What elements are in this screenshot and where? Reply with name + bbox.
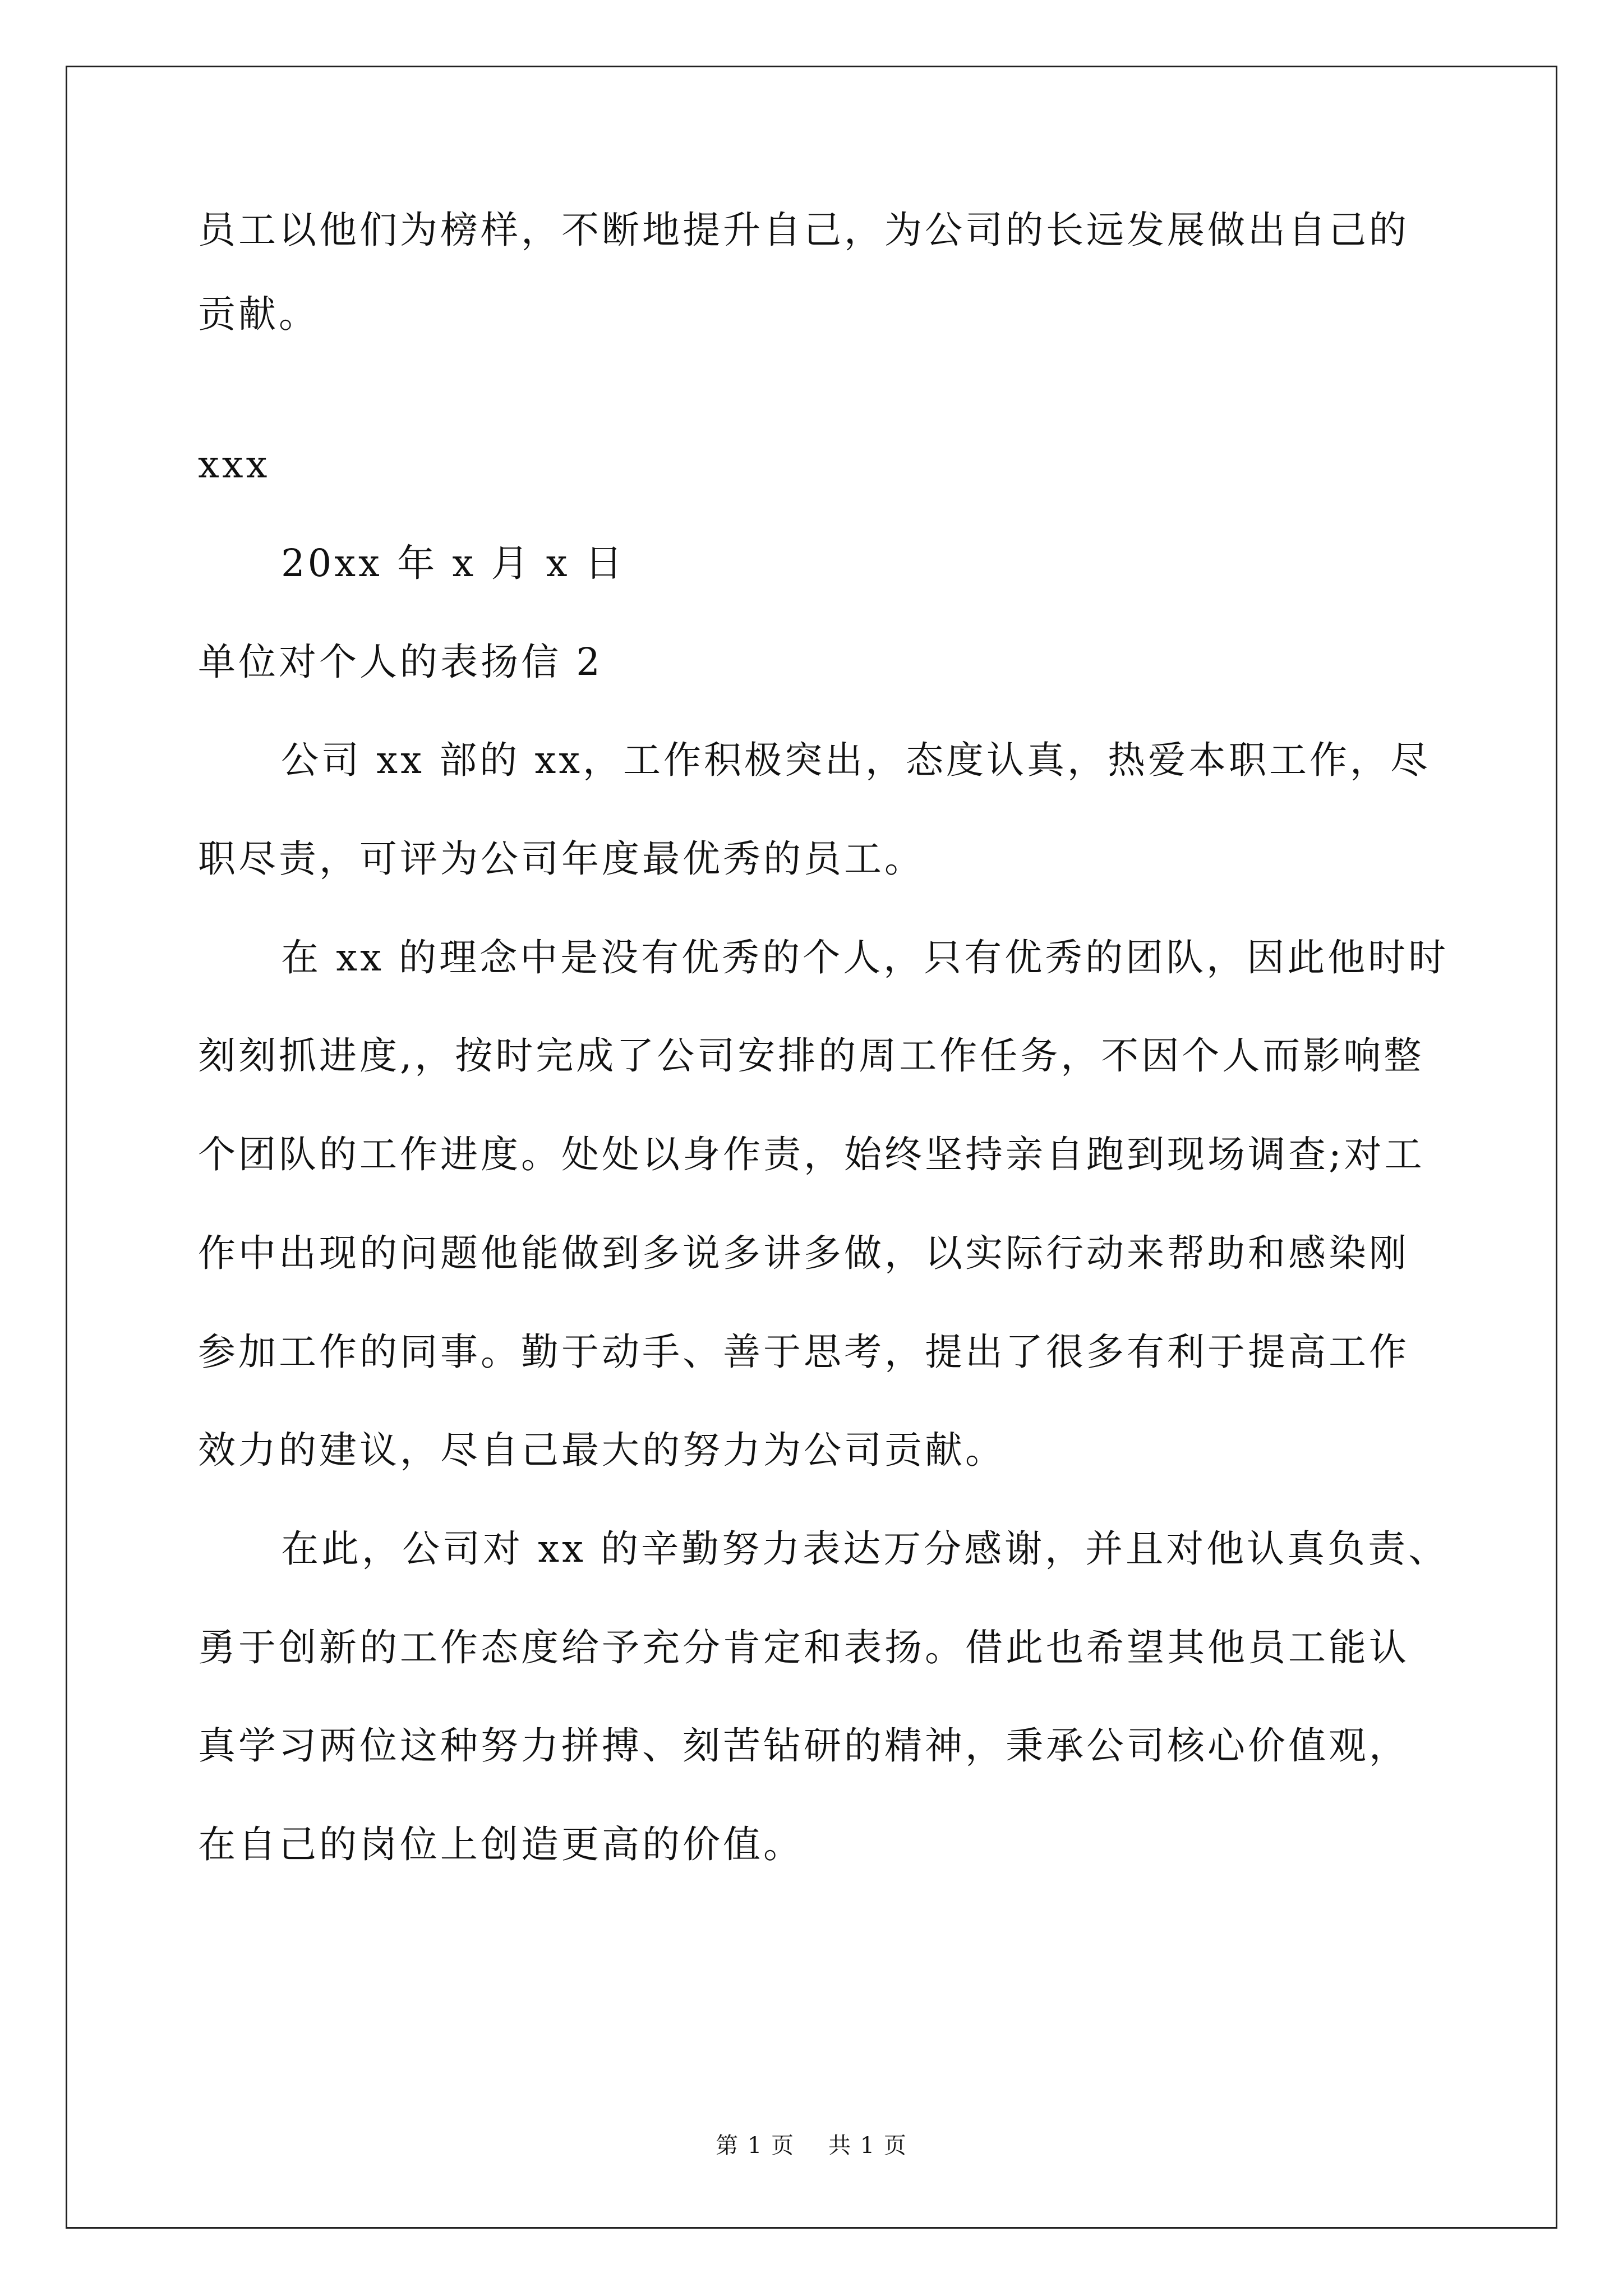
paragraph-line: 参加工作的同事。勤于动手、善于思考，提出了很多有利于提高工作 [198, 1330, 1409, 1374]
paragraph-line: 效力的建议，尽自己最大的努力为公司贡献。 [198, 1428, 1006, 1472]
paragraph-line: 在 xx 的理念中是没有优秀的个人，只有优秀的团队，因此他时时 [281, 936, 1449, 979]
paragraph-line: 勇于创新的工作态度给予充分肯定和表扬。借此也希望其他员工能认 [198, 1626, 1409, 1669]
paragraph-line: 贡献。 [198, 292, 319, 336]
paragraph-line: 在自己的岗位上创造更高的价值。 [198, 1823, 804, 1866]
paragraph-line: 员工以他们为榜样，不断地提升自己，为公司的长远发展做出自己的 [198, 208, 1409, 252]
paragraph-line: 真学习两位这种努力拼搏、刻苦钻研的精神，秉承公司核心价值观， [198, 1724, 1409, 1768]
paragraph-line: 个团队的工作进度。处处以身作责，始终坚持亲自跑到现场调查;对工 [198, 1133, 1425, 1176]
letter-heading: 单位对个人的表扬信 2 [198, 640, 603, 684]
page-number: 第 1 页 [716, 2133, 795, 2159]
paragraph-line: 作中出现的问题他能做到多说多讲多做，以实际行动来帮助和感染刚 [198, 1231, 1409, 1275]
page-count: 共 1 页 [828, 2133, 907, 2159]
signature-date: 20xx 年 x 月 x 日 [281, 541, 625, 585]
paragraph-line: 在此，公司对 xx 的辛勤努力表达万分感谢，并且对他认真负责、 [281, 1527, 1449, 1571]
paragraph-line: 公司 xx 部的 xx，工作积极突出，态度认真，热爱本职工作，尽 [281, 738, 1431, 782]
paragraph-line: 职尽责，可评为公司年度最优秀的员工。 [198, 837, 925, 881]
page-footer [0, 2132, 1623, 2160]
paragraph-line: 刻刻抓进度,，按时完成了公司安排的周工作任务，不因个人而影响整 [198, 1034, 1424, 1078]
signature-name: xxx [198, 443, 270, 486]
